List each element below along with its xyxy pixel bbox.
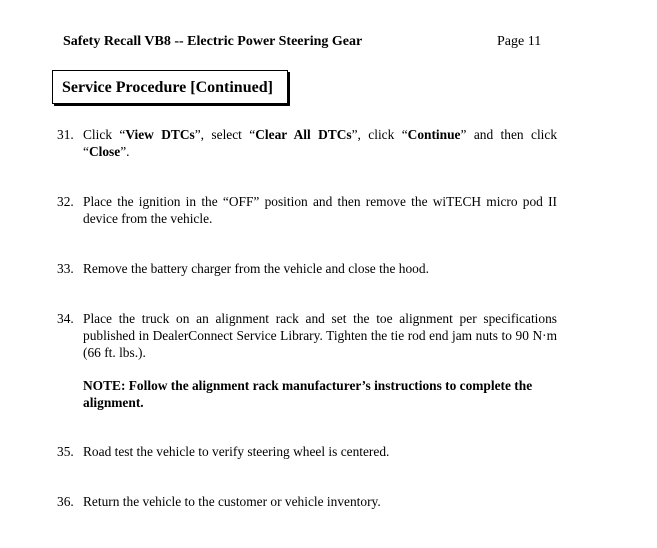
page-number: Page 11 bbox=[497, 34, 542, 49]
step-32 bbox=[57, 193, 557, 227]
step-number: 34. bbox=[57, 311, 74, 326]
section-title: Service Procedure [Continued] bbox=[62, 79, 273, 96]
step-number: 31. bbox=[57, 127, 74, 142]
step-36 bbox=[57, 493, 557, 510]
step-number: 33. bbox=[57, 261, 74, 276]
step-text: Return the vehicle to the customer or vehicle inventory. bbox=[83, 494, 381, 509]
step-34 bbox=[57, 310, 557, 361]
step-text: Place the ignition in the “OFF” position and then remove the wiTECH micro pod II device from the vehicle. bbox=[83, 194, 557, 226]
step-text: Place the truck on an alignment rack and set the toe alignment per specifications published in DealerConnect Service Library. Tighten the tie rod end jam nuts to 90 N·m (66 ft. lbs.). bbox=[83, 311, 557, 360]
step-text: Road test the vehicle to verify steering wheel is centered. bbox=[83, 444, 390, 459]
step-text: Click “View DTCs”, select “Clear All DTCs”, click “Continue” and then click “Close”. bbox=[83, 127, 558, 159]
ui-term-continue: Continue bbox=[407, 127, 461, 142]
step-31 bbox=[57, 126, 557, 160]
document-title: Safety Recall VB8 -- Electric Power Steering Gear bbox=[63, 34, 363, 49]
ui-term-clear-all-dtcs: Clear All DTCs bbox=[255, 127, 352, 142]
step-number: 35. bbox=[57, 444, 74, 459]
ui-term-close: Close bbox=[88, 144, 121, 159]
section-heading-box bbox=[52, 70, 288, 104]
alignment-note: NOTE: Follow the alignment rack manufacturer’s instructions to complete the alignment. bbox=[83, 378, 533, 410]
step-text: Remove the battery charger from the vehicle and close the hood. bbox=[83, 261, 429, 276]
step-35 bbox=[57, 443, 557, 460]
step-33 bbox=[57, 260, 557, 277]
step-number: 32. bbox=[57, 194, 74, 209]
step-number: 36. bbox=[57, 494, 74, 509]
ui-term-view-dtcs: View DTCs bbox=[125, 127, 195, 142]
